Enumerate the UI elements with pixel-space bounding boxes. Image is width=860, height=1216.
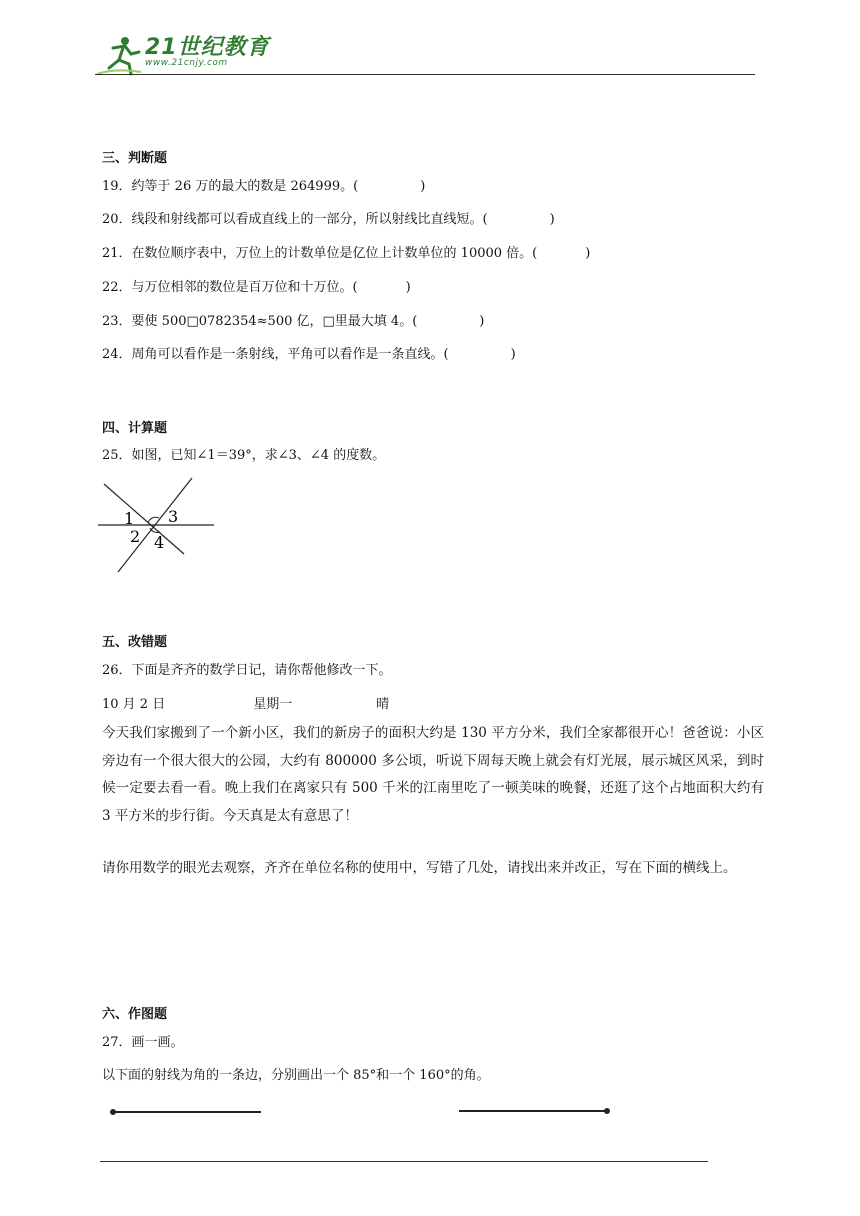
- section-title-correct: 五、改错题: [102, 635, 168, 650]
- diary-weekday: 星期一: [253, 697, 293, 712]
- ray-1[interactable]: [113, 1111, 261, 1113]
- header-rule: [95, 74, 755, 75]
- question-text: 19．约等于 26 万的最大的数是 264999。(: [102, 179, 359, 194]
- section-title-calc: 四、计算题: [102, 421, 168, 436]
- ray-2[interactable]: [459, 1110, 607, 1112]
- question-24: [102, 343, 516, 362]
- question-26: 26．下面是齐齐的数学日记，请你帮他修改一下。: [102, 663, 392, 678]
- answer-paren-close: ): [405, 280, 411, 295]
- ray-2-endpoint: [604, 1108, 610, 1114]
- section-title-draw: 六、作图题: [102, 1007, 168, 1022]
- diary-weather: 晴: [376, 697, 390, 712]
- question-20: [102, 208, 555, 227]
- question-19: [102, 175, 425, 194]
- question-text: 20．线段和射线都可以看成直线上的一部分，所以射线比直线短。(: [102, 212, 488, 227]
- question-23: [102, 310, 484, 329]
- answer-paren-close: ): [479, 314, 485, 329]
- logo-url: www.21cnjy.com: [145, 58, 228, 68]
- angle-label-3: 3: [168, 507, 179, 526]
- answer-paren-close: ): [420, 179, 426, 194]
- answer-line[interactable]: [100, 1161, 708, 1162]
- question-text: 21．在数位顺序表中，万位上的计数单位是亿位上计数单位的 10000 倍。(: [102, 246, 538, 261]
- question-27-instruction: 以下面的射线为角的一条边，分别画出一个 85°和一个 160°的角。: [102, 1068, 490, 1083]
- diary-date: 10 月 2 日: [102, 697, 166, 712]
- logo-text: 21世纪教育: [145, 35, 270, 60]
- angle-label-1: 1: [124, 509, 135, 528]
- diary-instruction: 请你用数学的眼光去观察，齐齐在单位名称的使用中，写错了几处，请找出来并改正，写在下面的横线上。: [102, 860, 737, 876]
- question-text: 24．周角可以看作是一条射线，平角可以看作是一条直线。(: [102, 347, 449, 362]
- angle-label-2: 2: [130, 527, 141, 546]
- answer-paren-close: ): [510, 347, 516, 362]
- diary-body: 今天我们家搬到了一个新小区，我们的新房子的面积大约是 130 平方分米，我们全家都很开心！爸爸说：小区旁边有一个很大很大的公园，大约有 800000 多公顷，听说下周每天晚上就会有灯光展，展示城区风采，到时候一定要去看一看。晚上我们在离家只有 500 千米的江南里吃了一顿美味的晚餐，还逛了这个占地面积大约有 3 平方米的步行街。今天真是太有意思了！: [102, 725, 764, 824]
- question-text: 22．与万位相邻的数位是百万位和十万位。(: [102, 280, 358, 295]
- question-21: [102, 242, 590, 261]
- diary-header: [102, 693, 389, 712]
- question-27: 27．画一画。: [102, 1035, 184, 1050]
- question-text: 23．要使 500□0782354≈500 亿，□里最大填 4。(: [102, 314, 418, 329]
- angle-label-4: 4: [154, 533, 165, 552]
- answer-paren-close: ): [549, 212, 555, 227]
- answer-paren-close: ): [585, 246, 591, 261]
- question-22: [102, 276, 411, 295]
- angle-diagram: [96, 476, 218, 576]
- page-header: [95, 30, 755, 78]
- question-25: 25．如图，已知∠1＝39°，求∠3、∠4 的度数。: [102, 448, 386, 463]
- section-title-judge: 三、判断题: [102, 151, 168, 166]
